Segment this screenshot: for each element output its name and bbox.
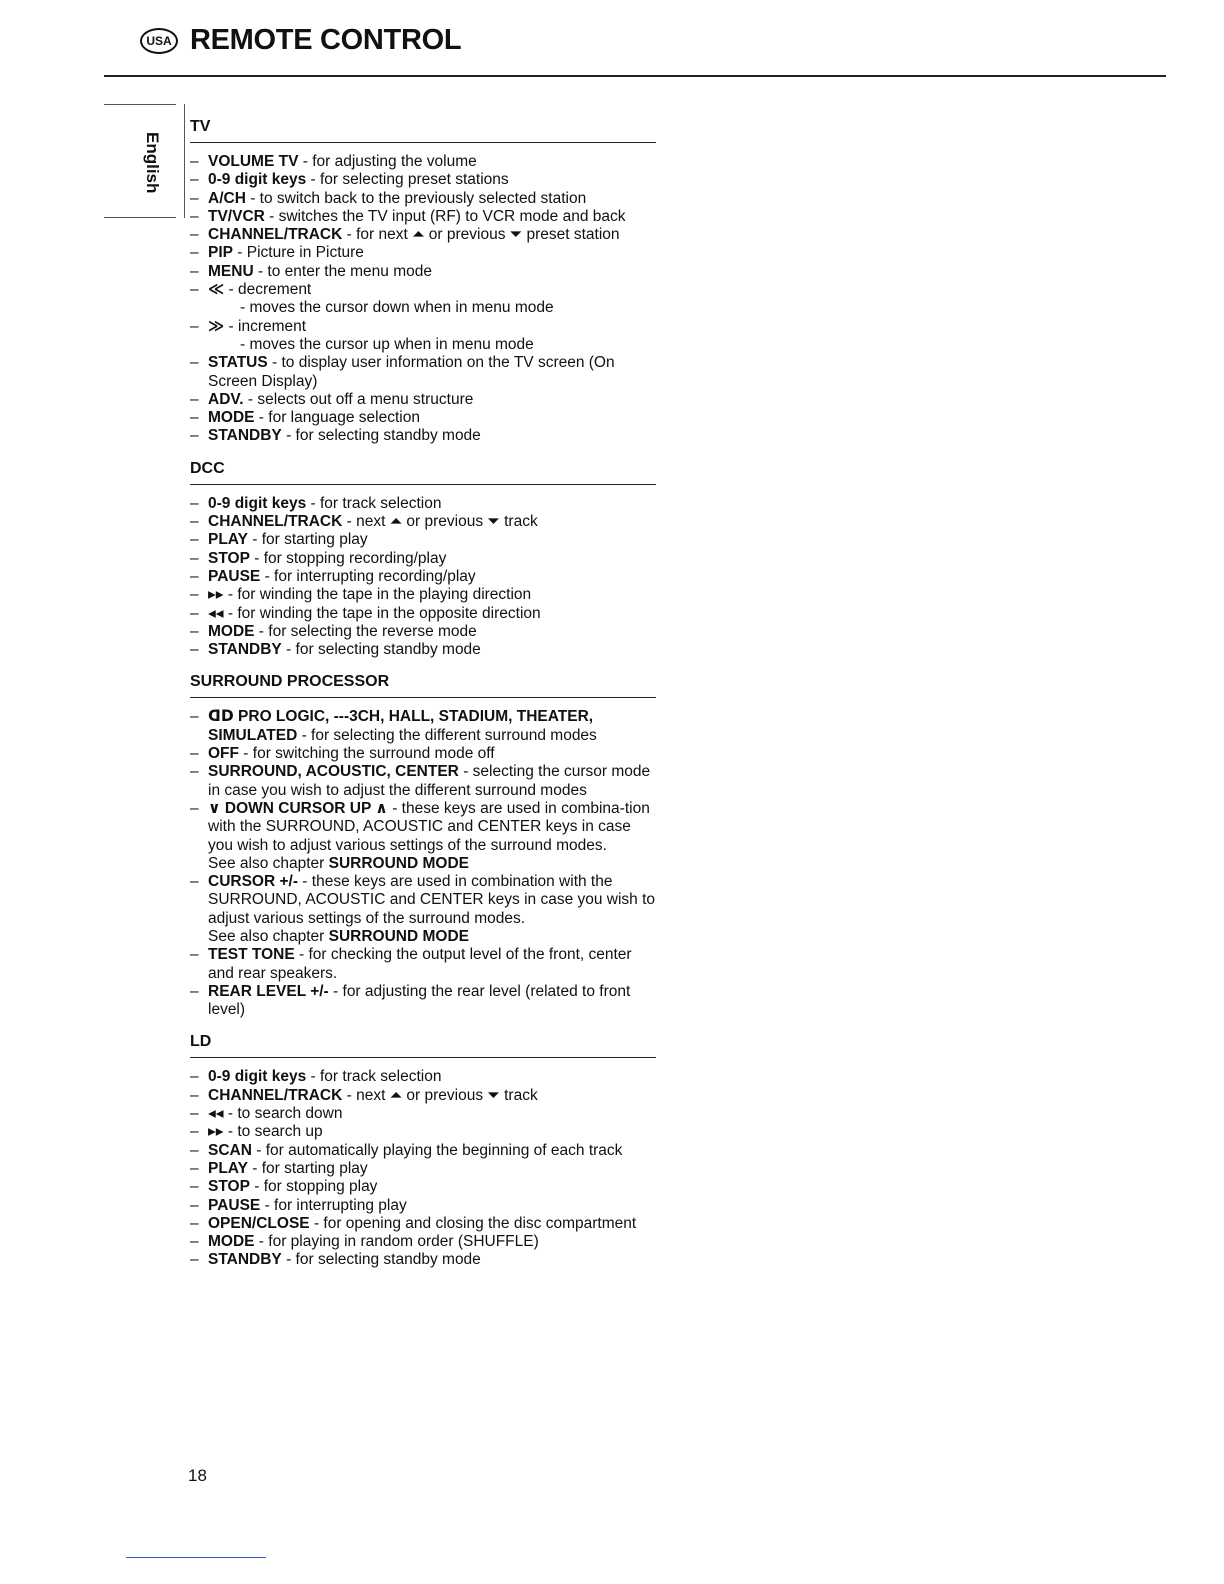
list-dash: – <box>190 1141 199 1159</box>
item-key: ∨ DOWN CURSOR UP ∧ <box>208 799 388 817</box>
item-key: CHANNEL/TRACK <box>208 226 343 244</box>
list-dash: – <box>190 494 199 512</box>
item-description: - for automatically playing the beginning of each track <box>251 1141 623 1159</box>
list-item <box>190 1105 656 1123</box>
item-key: ◂◂ <box>208 1105 224 1123</box>
list-item <box>190 586 656 604</box>
list-item <box>190 226 656 244</box>
item-key: TV/VCR <box>208 207 265 225</box>
list-item <box>190 1160 656 1178</box>
item-description: - for winding the tape in the playing direction <box>223 586 532 604</box>
list-dash: – <box>190 1086 199 1104</box>
item-description: - for adjusting the volume <box>298 153 477 170</box>
list-dash: – <box>190 207 199 225</box>
list-item <box>190 263 656 281</box>
item-description: - Picture in Picture <box>232 244 364 262</box>
section-title: DCC <box>190 460 656 485</box>
list-dash: – <box>190 531 199 549</box>
list-item <box>190 1087 656 1105</box>
item-description: - for selecting standby mode <box>281 427 481 445</box>
item-description: - for switching the surround mode off <box>239 745 495 763</box>
item-key: PLAY <box>208 1159 248 1177</box>
list-item <box>190 1215 656 1233</box>
item-key: A/CH <box>208 189 246 207</box>
list-item <box>190 623 656 641</box>
list-item <box>190 318 656 355</box>
item-description: - for interrupting recording/play <box>260 567 476 585</box>
item-key: TEST TONE <box>208 946 295 964</box>
item-key: STATUS <box>208 354 268 372</box>
list-dash: – <box>190 513 199 531</box>
list-item <box>190 190 656 208</box>
list-dash: – <box>190 641 199 659</box>
item-key: PAUSE <box>208 567 261 585</box>
list-dash: – <box>190 189 199 207</box>
item-description: - for track selection <box>306 494 442 512</box>
section-title: LD <box>190 1033 656 1058</box>
item-description: - for winding the tape in the opposite direction <box>223 604 541 622</box>
item-list <box>190 1068 656 1269</box>
item-key: ≫ <box>208 317 225 335</box>
item-key: ≪ <box>208 281 225 299</box>
list-item <box>190 171 656 189</box>
list-dash: – <box>190 1123 199 1141</box>
list-dash: – <box>190 171 199 189</box>
item-key: PLAY <box>208 531 248 549</box>
item-key: REAR LEVEL +/- <box>208 982 329 1000</box>
list-item <box>190 153 656 171</box>
section-surround-processor <box>190 673 656 1019</box>
item-description: - selecting the cursor mode in case you wish to adjust the different surround modes <box>208 763 651 799</box>
usa-region-badge: USA <box>140 28 178 54</box>
item-description: - to switch back to the previously selected station <box>245 189 587 207</box>
list-dash: – <box>190 244 199 262</box>
item-key: 0-9 digit keys <box>208 494 307 512</box>
list-dash: – <box>190 153 199 170</box>
list-item <box>190 1123 656 1141</box>
list-dash: – <box>190 549 199 567</box>
see-also-line <box>208 855 656 873</box>
list-item <box>190 1142 656 1160</box>
item-key: VOLUME TV <box>208 153 299 170</box>
list-item <box>190 513 656 531</box>
main-content <box>190 118 656 1284</box>
item-key: ᗡᗞ PRO LOGIC, ---3CH, HALL, STADIUM, THEATER, SIMULATED <box>208 708 594 744</box>
item-sub-description: - moves the cursor up when in menu mode <box>240 335 534 353</box>
item-sub-description: - moves the cursor down when in menu mode <box>240 299 554 317</box>
item-description: - these keys are used in combination with the SURROUND, ACOUSTIC and CENTER keys in case you wish to adjust various settings of the surround modes. <box>208 873 656 927</box>
list-dash: – <box>190 1159 199 1177</box>
item-key: STANDBY <box>208 1251 282 1269</box>
item-description: - switches the TV input (RF) to VCR mode and back <box>264 207 626 225</box>
list-dash: – <box>190 354 199 372</box>
list-item <box>190 409 656 427</box>
item-description: - for selecting the different surround modes <box>297 726 597 744</box>
item-description: - for selecting standby mode <box>281 641 481 659</box>
item-description: - for language selection <box>254 409 420 427</box>
item-description: - for checking the output level of the front, center and rear speakers. <box>208 946 632 982</box>
item-key: OFF <box>208 745 239 763</box>
item-key: OPEN/CLOSE <box>208 1214 310 1232</box>
page-header <box>140 24 461 57</box>
item-description: - to search down <box>223 1105 343 1123</box>
list-item <box>190 550 656 568</box>
item-key: PAUSE <box>208 1196 261 1214</box>
item-description: - next ⏶ or previous ⏷ track <box>342 513 538 531</box>
item-description: - for stopping play <box>249 1178 378 1196</box>
list-item <box>190 763 656 800</box>
list-dash: – <box>190 390 199 408</box>
item-key: MENU <box>208 262 254 280</box>
item-description: - decrement <box>224 281 312 299</box>
list-dash: – <box>190 567 199 585</box>
item-description: - for track selection <box>306 1068 442 1086</box>
section-title: SURROUND PROCESSOR <box>190 673 656 698</box>
list-item <box>190 244 656 262</box>
section-title: TV <box>190 118 656 143</box>
item-description: - next ⏶ or previous ⏷ track <box>342 1086 538 1104</box>
item-description: - these keys are used in combina-tion with the SURROUND, ACOUSTIC and CENTER keys in case you wish to adjust various settings of the surround modes. <box>208 799 650 854</box>
item-description: - to enter the menu mode <box>253 262 432 280</box>
list-dash: – <box>190 1178 199 1196</box>
list-item <box>190 531 656 549</box>
item-key: MODE <box>208 409 255 427</box>
see-also-prefix: See also chapter <box>208 854 329 872</box>
item-key: MODE <box>208 1233 255 1251</box>
header-divider <box>104 75 1166 77</box>
item-key: ADV. <box>208 390 244 408</box>
list-dash: – <box>190 763 199 781</box>
item-description: - for selecting standby mode <box>281 1251 481 1269</box>
see-also-reference: SURROUND MODE <box>328 854 470 872</box>
list-item <box>190 281 656 318</box>
list-dash: – <box>190 1105 199 1123</box>
list-dash: – <box>190 317 199 335</box>
item-description: - selects out off a menu structure <box>243 390 474 408</box>
list-dash: – <box>190 1196 199 1214</box>
list-dash: – <box>190 604 199 622</box>
item-description: - for selecting the reverse mode <box>254 622 477 640</box>
item-key: STOP <box>208 1178 250 1196</box>
list-item <box>190 1251 656 1269</box>
item-key: STOP <box>208 549 250 567</box>
item-list <box>190 708 656 1019</box>
item-description: - for playing in random order (SHUFFLE) <box>254 1233 539 1251</box>
list-item <box>190 495 656 513</box>
section-tv <box>190 118 656 446</box>
item-description: - for starting play <box>247 1159 368 1177</box>
list-dash: – <box>190 708 199 726</box>
list-dash: – <box>190 281 199 299</box>
item-key: ▸▸ <box>208 1123 224 1141</box>
item-key: MODE <box>208 622 255 640</box>
list-dash: – <box>190 622 199 640</box>
language-tab <box>104 104 180 218</box>
item-list <box>190 495 656 660</box>
item-key: PIP <box>208 244 233 262</box>
item-description: - for selecting preset stations <box>306 171 509 189</box>
section-dcc <box>190 460 656 660</box>
language-tab-label: English <box>143 132 162 194</box>
list-dash: – <box>190 799 199 817</box>
list-item <box>190 427 656 445</box>
list-dash: – <box>190 586 199 604</box>
item-key: SCAN <box>208 1141 252 1159</box>
list-dash: – <box>190 409 199 427</box>
item-description: - for stopping recording/play <box>249 549 447 567</box>
list-dash: – <box>190 1251 199 1269</box>
list-dash: – <box>190 1233 199 1251</box>
list-dash: – <box>190 427 199 445</box>
item-description: - for interrupting play <box>260 1196 407 1214</box>
list-dash: – <box>190 226 199 244</box>
item-description: - increment <box>224 317 307 335</box>
list-item <box>190 354 656 391</box>
item-key: ◂◂ <box>208 604 224 622</box>
list-item <box>190 641 656 659</box>
list-item <box>190 873 656 946</box>
list-dash: – <box>190 1068 199 1086</box>
list-dash: – <box>190 1214 199 1232</box>
list-dash: – <box>190 873 199 891</box>
see-also-reference: SURROUND MODE <box>328 927 470 945</box>
item-key: 0-9 digit keys <box>208 171 307 189</box>
list-item <box>190 568 656 586</box>
list-dash: – <box>190 745 199 763</box>
list-item <box>190 1233 656 1251</box>
list-item <box>190 745 656 763</box>
item-description: - to display user information on the TV screen (On Screen Display) <box>208 354 615 390</box>
item-list <box>190 153 656 446</box>
item-description: - for adjusting the rear level (related to front level) <box>208 982 631 1019</box>
list-item <box>190 1178 656 1196</box>
item-key: STANDBY <box>208 641 282 659</box>
item-description: - for next ⏶ or previous ⏷ preset station <box>342 226 620 244</box>
item-key: CHANNEL/TRACK <box>208 1086 343 1104</box>
list-dash: – <box>190 262 199 280</box>
item-key: 0-9 digit keys <box>208 1068 307 1086</box>
see-also-prefix: See also chapter <box>208 927 329 945</box>
list-item <box>190 208 656 226</box>
page-title: REMOTE CONTROL <box>190 24 462 56</box>
list-item <box>190 391 656 409</box>
item-key: CURSOR +/- <box>208 873 298 891</box>
list-item <box>190 1197 656 1215</box>
item-description: - to search up <box>223 1123 323 1141</box>
list-item <box>190 605 656 623</box>
footer-rule <box>126 1557 266 1558</box>
list-dash: – <box>190 982 199 1000</box>
list-dash: – <box>190 946 199 964</box>
list-item <box>190 946 656 983</box>
list-item <box>190 708 656 745</box>
item-key: ▸▸ <box>208 586 224 604</box>
item-key: SURROUND, ACOUSTIC, CENTER <box>208 763 459 781</box>
list-item <box>190 1068 656 1086</box>
item-description: - for starting play <box>247 531 368 549</box>
list-item <box>190 983 656 1020</box>
item-description: - for opening and closing the disc compartment <box>309 1214 637 1232</box>
see-also-line <box>208 928 656 946</box>
list-item <box>190 800 656 873</box>
section-ld <box>190 1033 656 1269</box>
page-number: 18 <box>188 1466 207 1485</box>
item-key: CHANNEL/TRACK <box>208 513 343 531</box>
item-key: STANDBY <box>208 427 282 445</box>
